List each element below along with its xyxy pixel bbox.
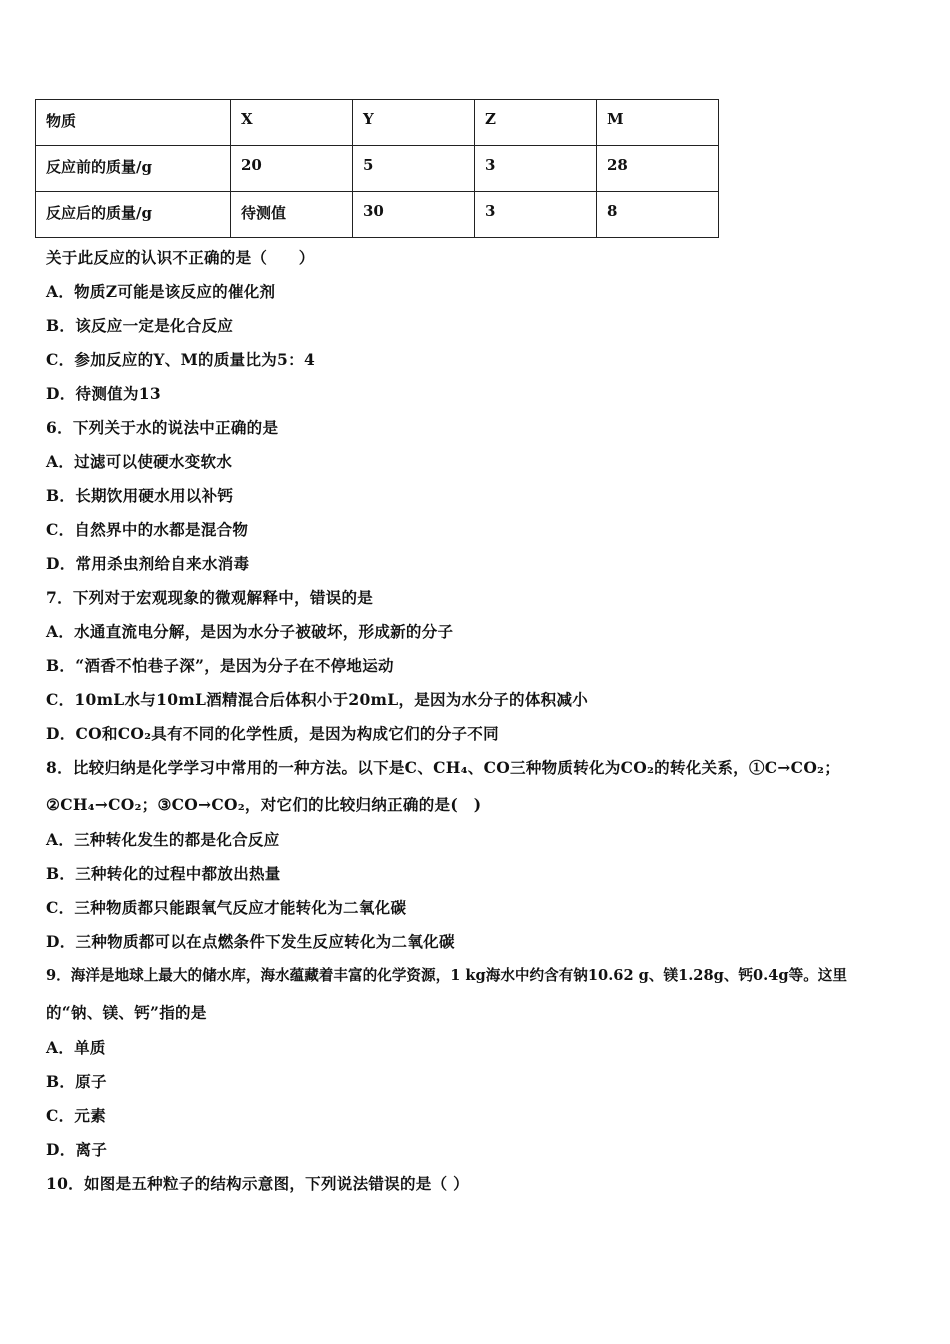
table-cell: 反应后的质量/g: [36, 192, 231, 238]
q9-option-c: C．元素: [46, 1106, 107, 1125]
table-cell: 20: [231, 146, 353, 192]
table-cell: 28: [597, 146, 719, 192]
table-cell: Z: [475, 100, 597, 146]
table-cell: 5: [353, 146, 475, 192]
table-cell: 8: [597, 192, 719, 238]
q9-option-b: B．原子: [46, 1072, 107, 1091]
table-row: [36, 192, 719, 238]
q7-option-c: C．10mL水与10mL酒精混合后体积小于20mL，是因为水分子的体积减小: [46, 690, 589, 709]
q8-option-d: D．三种物质都可以在点燃条件下发生反应转化为二氧化碳: [46, 932, 455, 951]
q6-option-c: C．自然界中的水都是混合物: [46, 520, 249, 539]
q9-option-a: A．单质: [46, 1038, 106, 1057]
q6-option-b: B．长期饮用硬水用以补钙: [46, 486, 234, 505]
question-7-stem: 7．下列对于宏观现象的微观解释中，错误的是: [46, 588, 374, 607]
q7-option-d: D．CO和CO₂具有不同的化学性质，是因为构成它们的分子不同: [46, 724, 499, 743]
q5-option-d: D．待测值为13: [46, 384, 161, 403]
mass-data-table: [35, 99, 719, 238]
table-row: [36, 146, 719, 192]
q5-option-c: C．参加反应的Y、M的质量比为5：4: [46, 350, 316, 369]
question-8-stem-line2: ②CH₄→CO₂；③CO→CO₂，对它们的比较归纳正确的是( ): [46, 795, 482, 814]
question-5-stem: 关于此反应的认识不正确的是（ ）: [46, 248, 315, 267]
question-8-stem-line1: 8．比较归纳是化学学习中常用的一种方法。以下是C、CH₄、CO三种物质转化为CO₂的转化关系，①C→CO₂；: [46, 758, 841, 777]
table-cell: 反应前的质量/g: [36, 146, 231, 192]
question-9-stem-line2: 的“钠、镁、钙”指的是: [46, 1003, 207, 1022]
table-cell: X: [231, 100, 353, 146]
q7-option-b: B．“酒香不怕巷子深”，是因为分子在不停地运动: [46, 656, 394, 675]
question-10-stem: 10．如图是五种粒子的结构示意图，下列说法错误的是（ ）: [46, 1174, 469, 1193]
q6-option-a: A．过滤可以使硬水变软水: [46, 452, 233, 471]
table-cell: Y: [353, 100, 475, 146]
table-header-row: [36, 100, 719, 146]
q9-option-d: D．离子: [46, 1140, 108, 1159]
q6-option-d: D．常用杀虫剂给自来水消毒: [46, 554, 250, 573]
table-cell: 3: [475, 146, 597, 192]
q5-option-a: A．物质Z可能是该反应的催化剂: [46, 282, 276, 301]
table-cell: M: [597, 100, 719, 146]
question-6-stem: 6．下列关于水的说法中正确的是: [46, 418, 279, 437]
table-cell: 待测值: [231, 192, 353, 238]
table-cell: 30: [353, 192, 475, 238]
question-9-stem-line1: 9．海洋是地球上最大的储水库，海水蕴藏着丰富的化学资源，1 kg海水中约含有钠10.62 g、镁1.28g、钙0.4g等。这里: [46, 967, 847, 984]
q8-option-b: B．三种转化的过程中都放出热量: [46, 864, 281, 883]
q8-option-c: C．三种物质都只能跟氧气反应才能转化为二氧化碳: [46, 898, 407, 917]
table-cell: 3: [475, 192, 597, 238]
q8-option-a: A．三种转化发生的都是化合反应: [46, 830, 280, 849]
q5-option-b: B．该反应一定是化合反应: [46, 316, 234, 335]
q7-option-a: A．水通直流电分解，是因为水分子被破坏，形成新的分子: [46, 622, 454, 641]
table-cell: 物质: [36, 100, 231, 146]
